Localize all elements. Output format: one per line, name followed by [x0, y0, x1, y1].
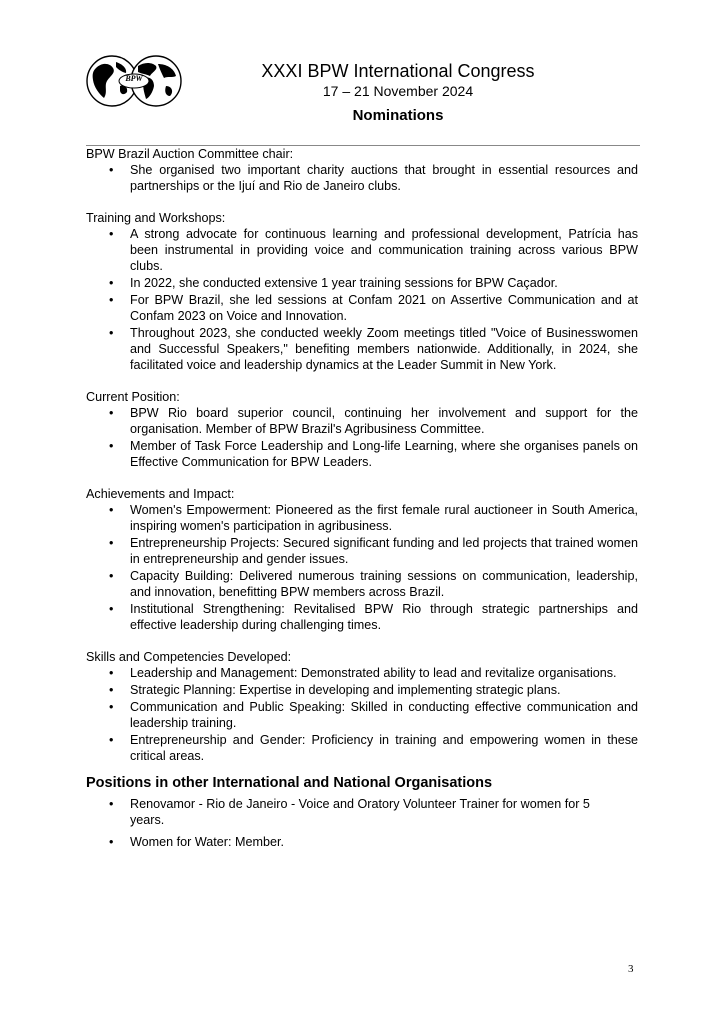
bullet-list [86, 502, 638, 633]
bullet-dot-icon: • [109, 536, 114, 550]
congress-title: XXXI BPW International Congress [261, 61, 535, 81]
section-achievements [86, 486, 638, 633]
bullet-list [86, 162, 638, 194]
bullet-dot-icon: • [109, 797, 114, 811]
bullet-list [86, 665, 638, 764]
bullet-list [86, 226, 638, 373]
bullet-dot-icon: • [109, 835, 114, 849]
list-item: • Institutional Strengthening: Revitalised BPW Rio through strategic partnerships and effective leadership during challenging times. [109, 602, 638, 632]
section-heading: BPW Brazil Auction Committee chair: [86, 147, 294, 161]
bullet-dot-icon: • [109, 439, 114, 453]
list-item: • Member of Task Force Leadership and Long-life Learning, where she organises panels on Effective Communication for BPW Leaders. [109, 439, 638, 469]
congress-dates: 17 – 21 November 2024 [322, 83, 474, 99]
bullet-dot-icon: • [109, 326, 114, 340]
list-item: • Renovamor - Rio de Janeiro - Voice and Oratory Volunteer Trainer for women for 5 years. [109, 797, 590, 827]
list-item: • Capacity Building: Delivered numerous training sessions on communication, leadership, and innovation, benefitting BPW members across Brazil. [109, 569, 638, 599]
bullet-list [86, 796, 638, 850]
bullet-dot-icon: • [109, 163, 114, 177]
section-auction-committee [86, 146, 638, 194]
section-other-organisations [86, 774, 638, 850]
bullet-dot-icon: • [109, 293, 114, 307]
document-body [86, 146, 638, 856]
section-skills [86, 649, 638, 764]
section-heading: Training and Workshops: [86, 211, 226, 225]
bullet-dot-icon: • [109, 602, 114, 616]
list-item: • In 2022, she conducted extensive 1 year training sessions for BPW Caçador. [109, 276, 558, 290]
bullet-dot-icon: • [109, 276, 114, 290]
list-item: • Entrepreneurship Projects: Secured significant funding and led projects that trained women in entrepreneurship and gender issues. [109, 536, 638, 566]
list-item: • BPW Rio board superior council, continuing her involvement and support for the organisation. Member of BPW Brazil's Agribusiness Committee. [109, 406, 638, 436]
bullet-dot-icon: • [109, 666, 114, 680]
list-item: • Strategic Planning: Expertise in developing and implementing strategic plans. [109, 683, 561, 697]
nominations-heading: Nominations [352, 107, 444, 124]
section-heading: Achievements and Impact: [86, 487, 235, 501]
bullet-dot-icon: • [109, 733, 114, 747]
bullet-list [86, 405, 638, 470]
bpw-logo [86, 54, 182, 108]
page-number: 3 [628, 963, 634, 975]
list-item: • She organised two important charity auctions that brought in essential resources and partnerships or the Ijuí and Rio de Janeiro clubs. [109, 163, 638, 193]
list-item: • For BPW Brazil, she led sessions at Confam 2021 on Assertive Communication and at Confam 2023 on Voice and Innovation. [109, 293, 638, 323]
section-training-workshops [86, 210, 638, 373]
list-item: • Communication and Public Speaking: Skilled in conducting effective communication and leadership training. [109, 700, 638, 730]
bullet-dot-icon: • [109, 406, 114, 420]
bullet-dot-icon: • [109, 700, 114, 714]
list-item: • Women's Empowerment: Pioneered as the first female rural auctioneer in South America, inspiring women's participation in agribusiness. [109, 503, 638, 533]
list-item: • Throughout 2023, she conducted weekly Zoom meetings titled "Voice of Businesswomen and Successful Speakers," benefiting members nationwide. Additionally, in 2024, she facilitated voice and leadership dynamics at the Leader Summit in New York. [109, 326, 638, 372]
list-item: • Leadership and Management: Demonstrated ability to lead and revitalize organisations. [109, 666, 617, 680]
list-item: • Entrepreneurship and Gender: Proficiency in training and empowering women in these critical areas. [109, 733, 638, 763]
list-item: • Women for Water: Member. [109, 835, 284, 849]
section-current-position [86, 389, 638, 470]
bullet-dot-icon: • [109, 227, 114, 241]
section-heading: Current Position: [86, 390, 180, 404]
bullet-dot-icon: • [109, 503, 114, 517]
bullet-dot-icon: • [109, 683, 114, 697]
bullet-dot-icon: • [109, 569, 114, 583]
other-orgs-heading: Positions in other International and National Organisations [86, 775, 493, 791]
list-item: • A strong advocate for continuous learning and professional development, Patrícia has been instrumental in providing voice and communication training across various BPW clubs. [109, 227, 638, 273]
section-heading: Skills and Competencies Developed: [86, 650, 292, 664]
logo-text: BPW [125, 74, 143, 83]
